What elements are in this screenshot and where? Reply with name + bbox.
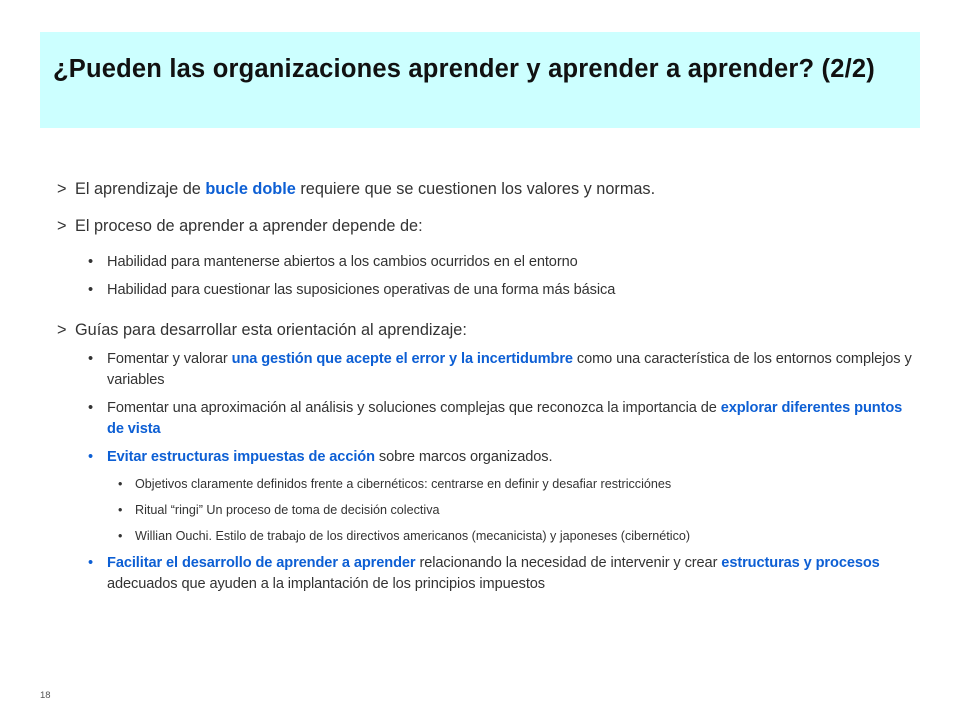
- sub-bullet: [40, 553, 920, 595]
- sub-bullet-text: Habilidad para cuestionar las suposiciones operativas de una forma más básica: [107, 282, 616, 298]
- sub-bullet: [40, 398, 920, 440]
- page-number: 18: [40, 690, 51, 701]
- bullet-dot-icon: •: [88, 254, 94, 270]
- highlight-text: una gestión que acepte el error y la incertidumbre: [231, 351, 573, 367]
- highlight-text: estructuras y procesos: [721, 555, 880, 571]
- bullet-text: Guías para desarrollar esta orientación al aprendizaje:: [75, 321, 467, 339]
- sub-sub-bullet-text: Willian Ouchi. Estilo de trabajo de los directivos americanos (mecanicista) y japoneses (cibernético): [135, 529, 691, 543]
- bullet-text: El aprendizaje de: [75, 180, 206, 198]
- sub-bullet-text: como una característica de los entornos complejos y variables: [107, 351, 912, 388]
- sub-bullet: [40, 280, 920, 301]
- slide-title: ¿Pueden las organizaciones aprender y aprender a aprender? (2/2): [53, 55, 875, 83]
- sub-bullet-text: Habilidad para mantenerse abiertos a los cambios ocurridos en el entorno: [107, 254, 578, 270]
- highlight-text: Evitar estructuras impuestas de acción: [107, 449, 375, 465]
- highlight-text: Facilitar el desarrollo de aprender a aprender: [107, 555, 416, 571]
- arrow-marker-icon: >: [57, 217, 67, 235]
- bullet-dot-icon: •: [88, 282, 94, 298]
- sub-sub-bullet-text: Ritual “ringi” Un proceso de toma de decisión colectiva: [135, 503, 440, 517]
- sub-bullet: [40, 447, 920, 468]
- sub-bullet-text: adecuados que ayuden a la implantación de los principios impuestos: [107, 576, 545, 592]
- bullet-text: El proceso de aprender a aprender depende de:: [75, 217, 423, 235]
- sub-bullet: [40, 349, 920, 391]
- arrow-marker-icon: >: [57, 321, 67, 339]
- sub-sub-bullet-text: Objetivos claramente definidos frente a cibernéticos: centrarse en definir y desafiar restricciónes: [135, 477, 672, 491]
- sub-bullet-text: Fomentar y valorar: [107, 351, 232, 367]
- bullet-dot-icon: •: [118, 503, 123, 517]
- bullet-dot-icon: •: [118, 477, 123, 491]
- bullet-dot-icon: •: [88, 400, 94, 416]
- title-banner: [40, 32, 920, 128]
- sub-sub-bullet: [40, 501, 920, 519]
- sub-bullet-text: Fomentar una aproximación al análisis y soluciones complejas que reconozca la importancia de: [107, 400, 721, 416]
- bullet-dot-icon: •: [118, 529, 123, 543]
- bullet-double-loop: [40, 178, 920, 200]
- sub-bullet-text: relacionando la necesidad de intervenir y crear: [415, 555, 722, 571]
- highlight-text: bucle doble: [205, 180, 296, 198]
- bullet-dot-icon: •: [88, 555, 94, 571]
- sub-sub-bullet: [40, 527, 920, 545]
- sub-sub-bullet: [40, 475, 920, 493]
- arrow-marker-icon: >: [57, 180, 67, 198]
- sub-bullet-text: sobre marcos organizados.: [374, 449, 553, 465]
- slide-body: [40, 178, 920, 602]
- sub-bullet: [40, 252, 920, 273]
- bullet-text: requiere que se cuestionen los valores y normas.: [295, 180, 656, 198]
- bullet-learning-to-learn: [40, 215, 920, 237]
- bullet-guides: [40, 319, 920, 341]
- highlight-text: explorar diferentes puntos de vista: [107, 400, 903, 437]
- bullet-dot-icon: •: [88, 351, 94, 367]
- bullet-dot-icon: •: [88, 449, 94, 465]
